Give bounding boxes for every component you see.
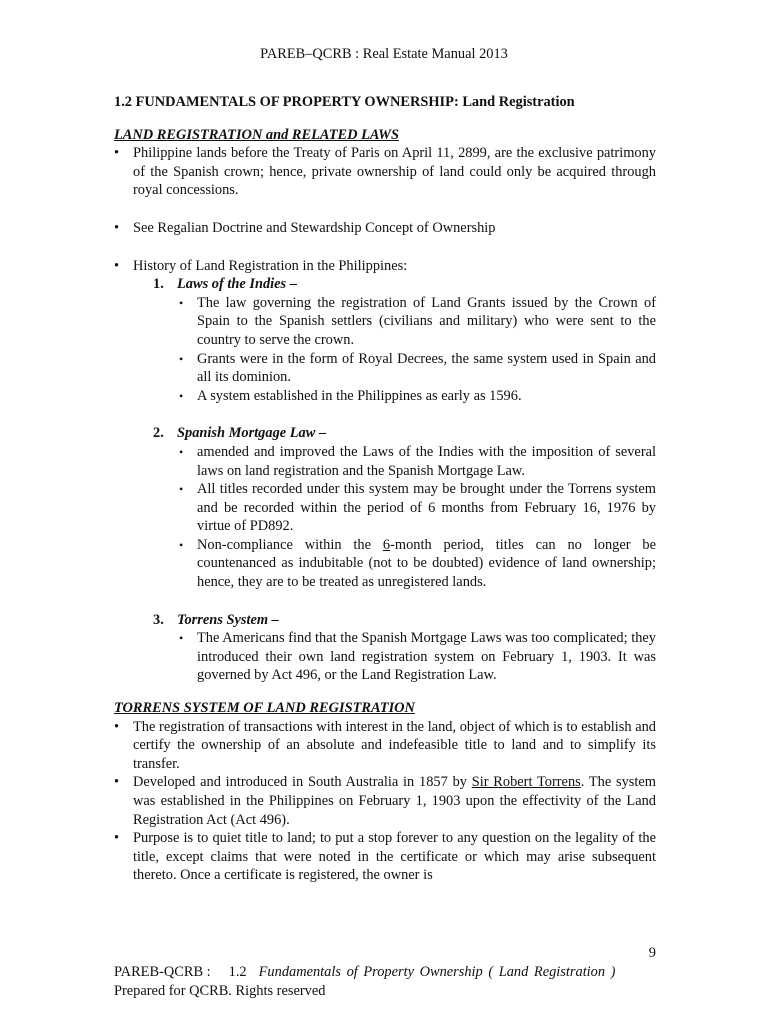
list-item: • Grants were in the form of Royal Decrees, the same system used in Spain and all its dominion. — [177, 350, 656, 387]
list-item: • The Americans find that the Spanish Mortgage Laws was too complicated; they introduced their own land registration system on February 1, 1903. It was governed by Act 496, or the Land Registration Law. — [177, 629, 656, 685]
list-item: • The law governing the registration of Land Grants issued by the Crown of Spain to the Spanish settlers (civilians and military) who were sent to the country to serve the crown. — [177, 294, 656, 350]
land-registration-heading: LAND REGISTRATION and RELATED LAWS — [114, 126, 399, 143]
list-item: • Philippine lands before the Treaty of Paris on April 11, 2899, are the exclusive patrimony of the Spanish crown; hence, private ownership of land could only be acquired through royal concessions. — [114, 144, 656, 200]
list-item: • Non-compliance within the 6-month period, titles can no longer be countenanced as indubitable (not to be doubted) evidence of land ownership; hence, they are to be treated as unregistered lands. — [177, 536, 656, 592]
page-footer — [114, 944, 656, 1001]
page-content — [114, 93, 656, 885]
history-number: 1. — [153, 276, 164, 293]
history-item-laws-of-indies — [153, 275, 656, 405]
history-title: Spanish Mortgage Law – — [177, 425, 327, 442]
land-registration-list — [114, 144, 656, 685]
list-item: • Developed and introduced in South Australia in 1857 by Sir Robert Torrens. The system was established in the Philippines on February 1, 1903 upon the effectivity of the Land Registration Act (Act 496). — [114, 773, 656, 829]
list-item: • The registration of transactions with interest in the land, object of which is to establish and certify the ownership of an absolute and indefeasible title to land and to simplify its transfer. — [114, 718, 656, 774]
history-item-spanish-mortgage-law — [153, 424, 656, 591]
footer-section-number: 1.2 — [228, 964, 247, 980]
list-item — [114, 257, 656, 685]
torrens-heading: TORRENS SYSTEM OF LAND REGISTRATION — [114, 700, 415, 717]
footer-rights: Prepared for QCRB. Rights reserved — [114, 983, 326, 999]
history-title: Laws of the Indies – — [177, 276, 297, 293]
page-number: 9 — [648, 945, 656, 961]
list-item: • Purpose is to quiet title to land; to put a stop forever to any question on the legality of the title, except claims that were noted in the certificate or which may arise subsequent thereto. Once a certificate is registered, the owner is — [114, 829, 656, 885]
history-list — [133, 275, 656, 685]
footer-org: PAREB-QCRB : — [114, 964, 211, 980]
history-number: 3. — [153, 611, 164, 628]
footer-section-title: Fundamentals of Property Ownership ( Land Registration ) — [258, 964, 616, 980]
history-number: 2. — [153, 425, 164, 442]
running-header: PAREB–QCRB : Real Estate Manual 2013 — [260, 46, 508, 62]
history-item-torrens-system — [153, 611, 656, 685]
torrens-name: Sir Robert Torrens — [471, 774, 581, 791]
torrens-list — [114, 718, 656, 885]
list-item: • A system established in the Philippines as early as 1596. — [177, 387, 656, 406]
list-item: • See Regalian Doctrine and Stewardship Concept of Ownership — [114, 219, 656, 238]
list-item: • amended and improved the Laws of the Indies with the imposition of several laws on land registration and the Spanish Mortgage Law. — [177, 443, 656, 480]
history-intro: History of Land Registration in the Philippines: — [133, 257, 408, 274]
section-title: 1.2 FUNDAMENTALS OF PROPERTY OWNERSHIP: Land Registration — [114, 94, 575, 110]
history-title: Torrens System – — [177, 611, 279, 628]
list-item: • All titles recorded under this system may be brought under the Torrens system and be recorded within the period of 6 months from February 16, 1976 by virtue of PD892. — [177, 480, 656, 536]
